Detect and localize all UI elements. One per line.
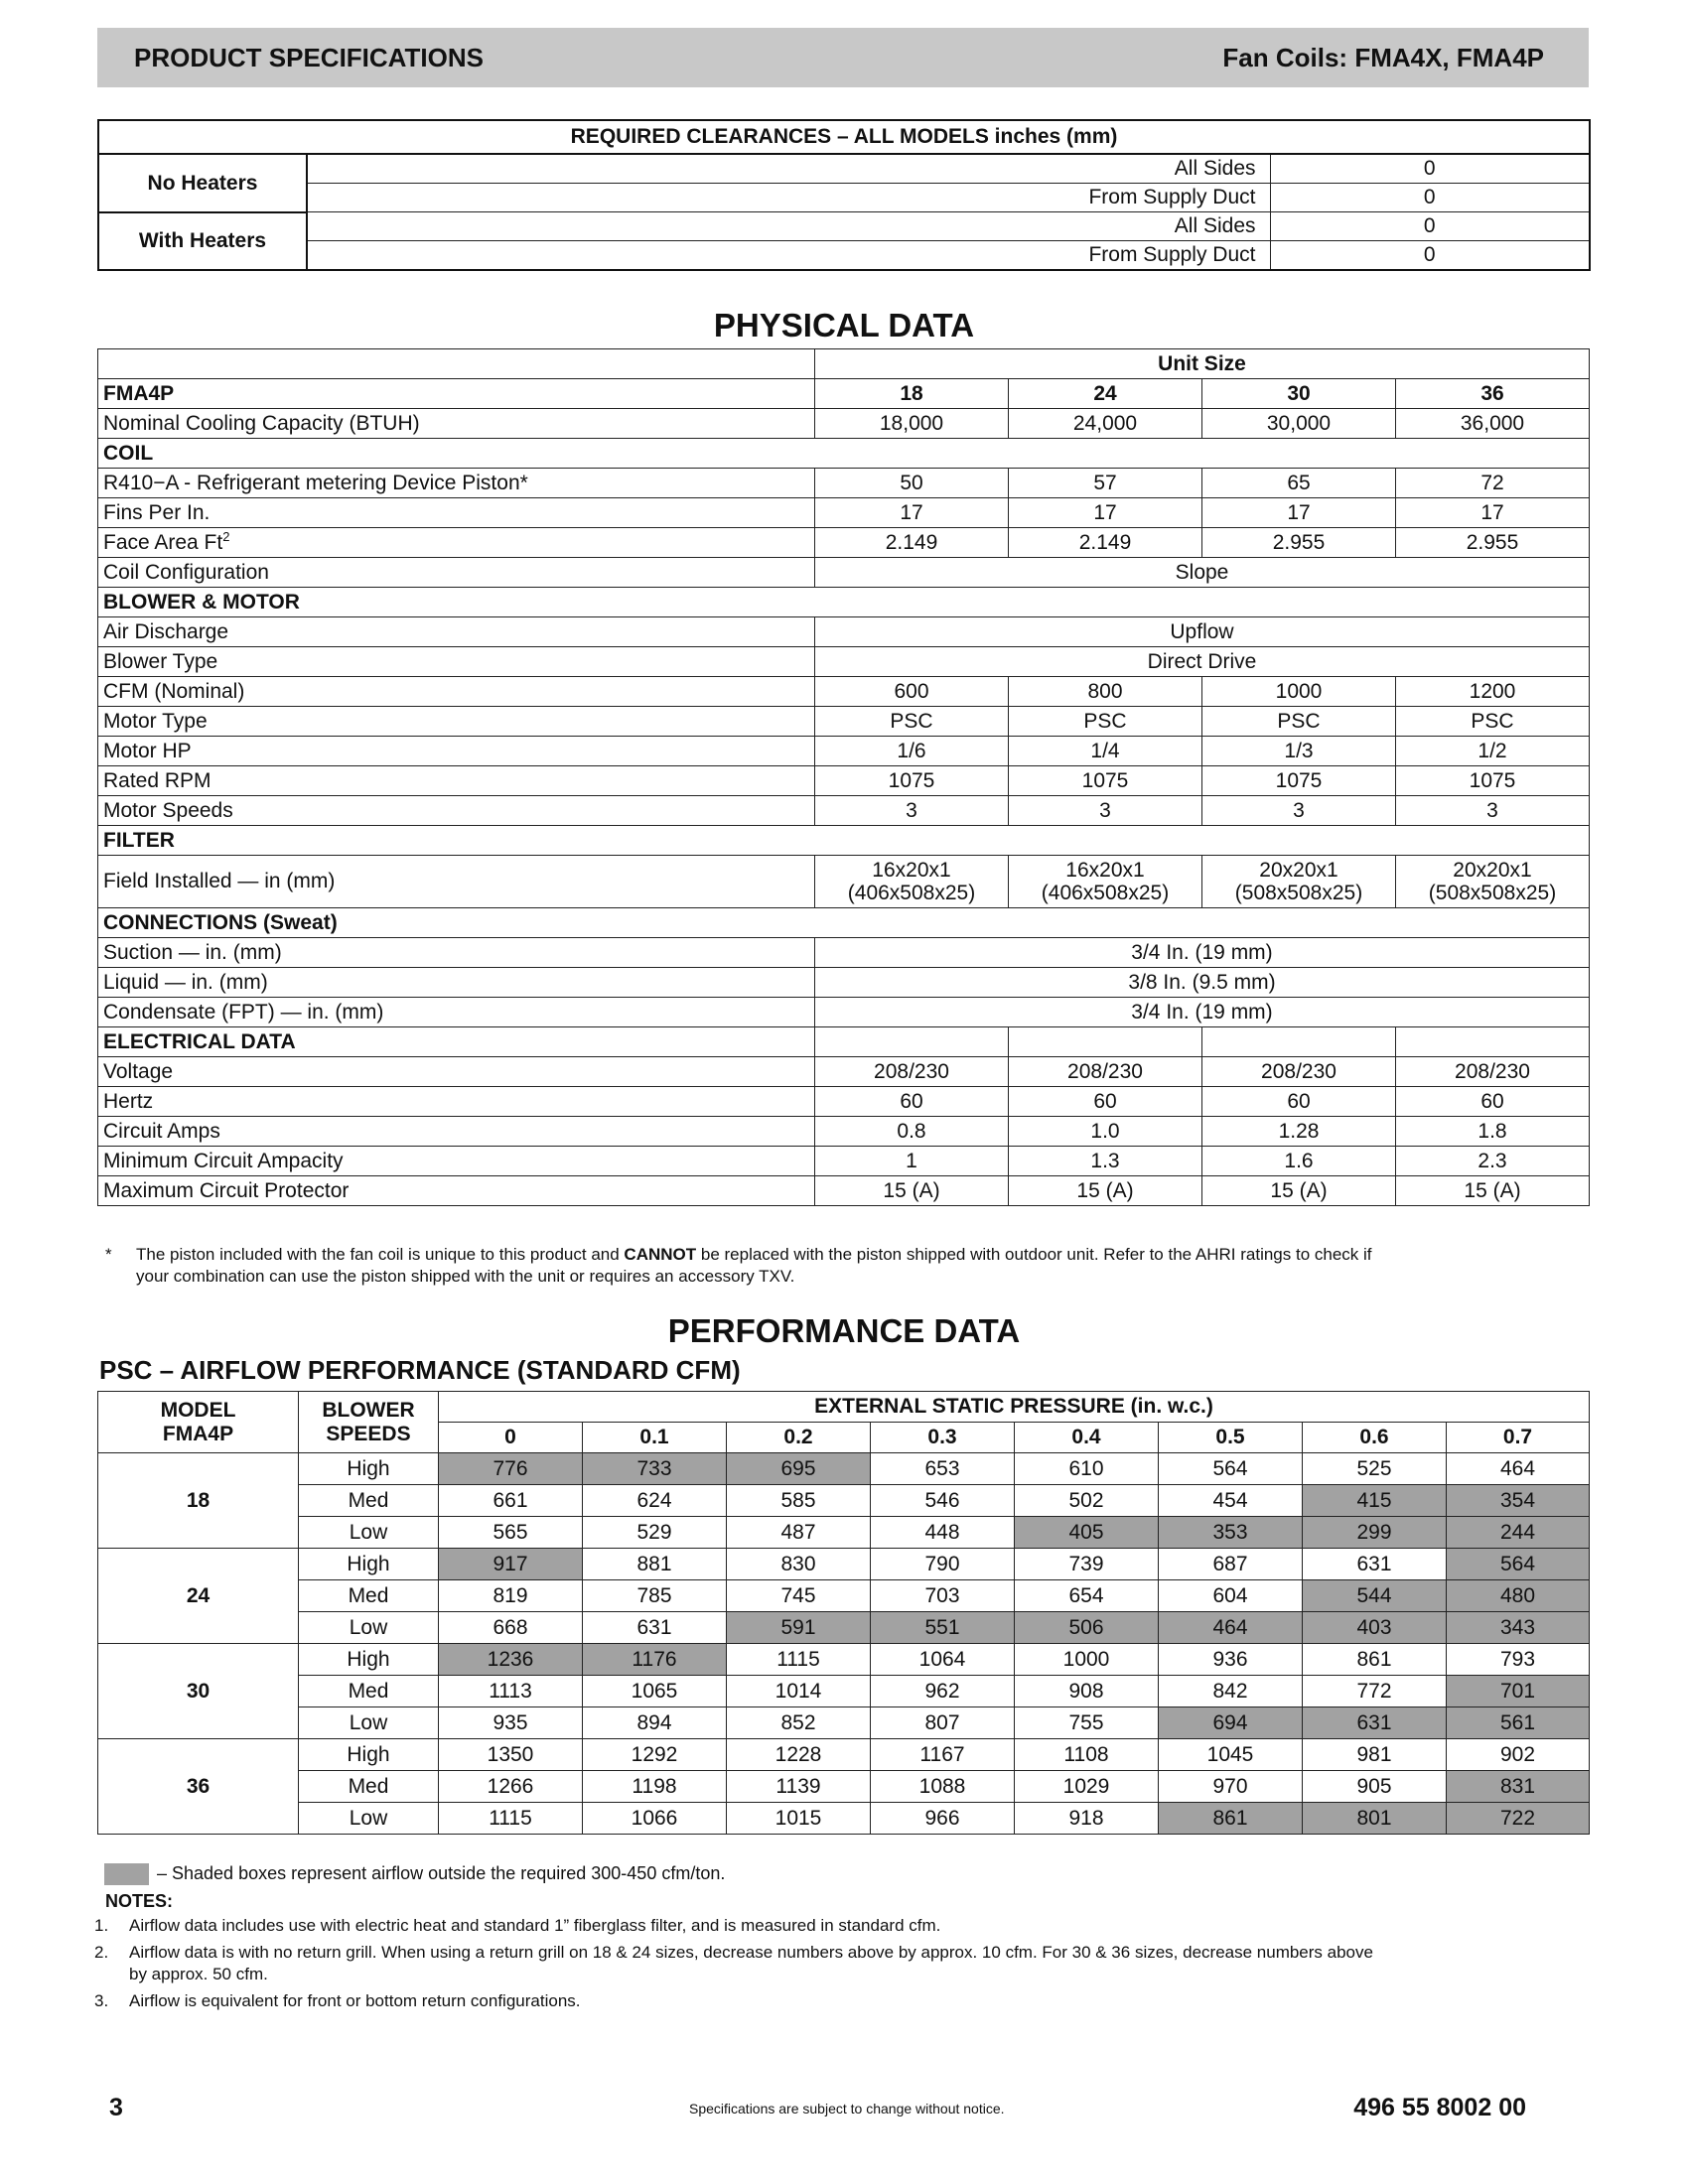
table-row [98,1549,1590,1580]
model-size-cell: 36 [98,1739,299,1835]
airflow-cell: 244 [1447,1517,1590,1549]
row-label: Circuit Amps [98,1117,815,1147]
cell: 50 [815,469,1009,498]
row-label: Suction — in. (mm) [98,938,815,968]
airflow-cell: 1198 [583,1771,727,1803]
filter-size: 20x20x1 [1453,858,1532,882]
airflow-cell: 842 [1159,1676,1303,1707]
cell: 208/230 [1396,1057,1590,1087]
airflow-cell: 881 [583,1549,727,1580]
section-header: ELECTRICAL DATA [98,1027,815,1057]
model-header-line: MODEL [160,1399,236,1423]
pressure-header: 0.1 [583,1423,727,1453]
blower-speed-cell: Low [299,1803,439,1835]
cell: 24,000 [1009,409,1202,439]
model-header-line: FMA4P [162,1422,234,1445]
note-item [94,1942,1584,1985]
airflow-cell: 631 [1303,1707,1447,1739]
airflow-cell: 1066 [583,1803,727,1835]
cell: 0.8 [815,1117,1009,1147]
cell: 15 (A) [815,1176,1009,1206]
pressure-header: 0.5 [1159,1423,1303,1453]
cell: Slope [815,558,1590,588]
airflow-cell: 694 [1159,1707,1303,1739]
size-header: 18 [815,379,1009,409]
cell: 60 [1009,1087,1202,1117]
airflow-cell: 343 [1447,1612,1590,1644]
pressure-header: 0.3 [871,1423,1015,1453]
footnote-text: be replaced with the piston shipped with outdoor unit. Refer to the AHRI ratings to check if [696,1245,1372,1264]
cell: 2.149 [815,528,1009,558]
row-label [98,528,815,558]
filter-size: 16x20x1 [872,858,951,882]
airflow-cell: 1045 [1159,1739,1303,1771]
legend-text: – Shaded boxes represent airflow outside the required 300-450 cfm/ton. [157,1863,726,1883]
cell: 2.149 [1009,528,1202,558]
blower-speed-cell: Med [299,1580,439,1612]
note-item [94,1915,1584,1937]
airflow-cell: 464 [1159,1612,1303,1644]
airflow-cell: 561 [1447,1707,1590,1739]
pressure-header: 0 [439,1423,583,1453]
note-item [94,1990,1584,2012]
filter-size: 16x20x1 [1065,858,1145,882]
airflow-cell: 546 [871,1485,1015,1517]
table-row [98,1485,1590,1517]
footnote-line2: your combination can use the piston shipped with the unit or requires an accessory TXV. [136,1267,795,1286]
size-header: 24 [1009,379,1202,409]
blower-speed-cell: High [299,1453,439,1485]
airflow-cell: 564 [1159,1453,1303,1485]
airflow-cell: 591 [727,1612,871,1644]
airflow-cell: 565 [439,1517,583,1549]
airflow-cell: 1176 [583,1644,727,1676]
note-text: Airflow is equivalent for front or bottom return configurations. [129,1991,581,2010]
airflow-cell: 722 [1447,1803,1590,1835]
table-row [98,1771,1590,1803]
note-text: Airflow data is with no return grill. When using a return grill on 18 & 24 sizes, decrease numbers above by approx. 10 cfm. For 30 & 36 sizes, decrease numbers above [129,1943,1373,1962]
row-label: Hertz [98,1087,815,1117]
airflow-cell: 981 [1303,1739,1447,1771]
cell: 1.28 [1202,1117,1396,1147]
row-label: Minimum Circuit Ampacity [98,1147,815,1176]
airflow-cell: 405 [1015,1517,1159,1549]
cell: 72 [1396,469,1590,498]
cell: PSC [815,707,1009,737]
airflow-cell: 353 [1159,1517,1303,1549]
cell: 15 (A) [1202,1176,1396,1206]
filter-mm: (406x508x25) [847,882,976,904]
cell: Upflow [815,617,1590,647]
clearance-group-label: No Heaters [98,154,307,212]
cell: 1/2 [1396,737,1590,766]
airflow-cell: 403 [1303,1612,1447,1644]
cell: 1000 [1202,677,1396,707]
table-row [98,1644,1590,1676]
row-label: Coil Configuration [98,558,815,588]
cell: Direct Drive [815,647,1590,677]
airflow-cell: 819 [439,1580,583,1612]
footnote-mark: * [105,1245,112,1264]
airflow-cell: 604 [1159,1580,1303,1612]
airflow-cell: 1139 [727,1771,871,1803]
airflow-cell: 908 [1015,1676,1159,1707]
airflow-cell: 1000 [1015,1644,1159,1676]
cell: 3 [1009,796,1202,826]
cell: PSC [1202,707,1396,737]
cell: 1.0 [1009,1117,1202,1147]
pressure-header: 0.7 [1447,1423,1590,1453]
cell: 1.6 [1202,1147,1396,1176]
blower-speed-cell: High [299,1549,439,1580]
table-row [98,1580,1590,1612]
airflow-cell: 525 [1303,1453,1447,1485]
blower-speed-cell: Med [299,1676,439,1707]
speed-header [299,1392,439,1453]
blower-speed-cell: Low [299,1517,439,1549]
airflow-cell: 894 [583,1707,727,1739]
row-label: Fins Per In. [98,498,815,528]
row-label: Condensate (FPT) — in. (mm) [98,998,815,1027]
airflow-cell: 1088 [871,1771,1015,1803]
cell: 1/6 [815,737,1009,766]
airflow-cell: 1108 [1015,1739,1159,1771]
model-size-cell: 18 [98,1453,299,1549]
airflow-cell: 1115 [439,1803,583,1835]
cell: 208/230 [1202,1057,1396,1087]
filter-mm: (508x508x25) [1428,882,1557,904]
blower-speed-cell: High [299,1644,439,1676]
airflow-cell: 480 [1447,1580,1590,1612]
cell: 15 (A) [1009,1176,1202,1206]
airflow-cell: 1236 [439,1644,583,1676]
airflow-cell: 936 [1159,1644,1303,1676]
header-title: PRODUCT SPECIFICATIONS [134,43,484,72]
cell: 1/4 [1009,737,1202,766]
section-header: COIL [98,439,1590,469]
cell: 800 [1009,677,1202,707]
physical-data-table [97,348,1590,1206]
airflow-cell: 861 [1303,1644,1447,1676]
performance-data-title: PERFORMANCE DATA [667,1312,1021,1349]
model-size-cell: 24 [98,1549,299,1644]
airflow-cell: 687 [1159,1549,1303,1580]
cell: 600 [815,677,1009,707]
airflow-cell: 1350 [439,1739,583,1771]
airflow-cell: 668 [439,1612,583,1644]
cell: 1075 [1396,766,1590,796]
cell: 60 [1396,1087,1590,1117]
airflow-cell: 354 [1447,1485,1590,1517]
size-header: 30 [1202,379,1396,409]
note-text: Airflow data includes use with electric heat and standard 1” fiberglass filter, and is measured in standard cfm. [129,1916,941,1935]
table-row [98,1707,1590,1739]
footnote [136,1244,1586,1288]
airflow-cell: 703 [871,1580,1015,1612]
clearance-group-label: With Heaters [98,212,307,271]
airflow-cell: 454 [1159,1485,1303,1517]
cell: 17 [815,498,1009,528]
cell: 1.3 [1009,1147,1202,1176]
airflow-cell: 772 [1303,1676,1447,1707]
section-header: BLOWER & MOTOR [98,588,1590,617]
page-number: 3 [109,2094,123,2121]
row-label: Rated RPM [98,766,815,796]
airflow-cell: 733 [583,1453,727,1485]
airflow-cell: 1228 [727,1739,871,1771]
blower-speed-cell: Low [299,1612,439,1644]
airflow-cell: 852 [727,1707,871,1739]
section-header: CONNECTIONS (Sweat) [98,908,1590,938]
table-row [98,1453,1590,1485]
row-label: Maximum Circuit Protector [98,1176,815,1206]
face-area-superscript: 2 [222,529,230,545]
airflow-cell: 905 [1303,1771,1447,1803]
cell: 208/230 [1009,1057,1202,1087]
clearance-row-label: From Supply Duct [307,184,1270,212]
clearance-row-label: All Sides [307,154,1270,184]
cell: 60 [1202,1087,1396,1117]
model-label: FMA4P [98,379,815,409]
airflow-cell: 661 [439,1485,583,1517]
face-area-label: Face Area Ft [103,531,223,555]
size-header: 36 [1396,379,1590,409]
speed-header-line: SPEEDS [326,1422,411,1445]
airflow-cell: 585 [727,1485,871,1517]
airflow-cell: 544 [1303,1580,1447,1612]
airflow-cell: 695 [727,1453,871,1485]
airflow-cell: 701 [1447,1676,1590,1707]
airflow-cell: 962 [871,1676,1015,1707]
table-row [98,1739,1590,1771]
cell: 1 [815,1147,1009,1176]
cell: 2.955 [1202,528,1396,558]
cell: 65 [1202,469,1396,498]
header-bar [97,28,1589,87]
cell: 18,000 [815,409,1009,439]
notes-list [94,1915,1584,2012]
cell: 17 [1202,498,1396,528]
airflow-cell: 1029 [1015,1771,1159,1803]
pressure-header: 0.6 [1303,1423,1447,1453]
airflow-cell: 653 [871,1453,1015,1485]
cell: 17 [1396,498,1590,528]
airflow-cell: 745 [727,1580,871,1612]
airflow-cell: 448 [871,1517,1015,1549]
airflow-cell: 801 [1303,1803,1447,1835]
unit-size-header: Unit Size [815,349,1590,379]
cell: PSC [1009,707,1202,737]
row-label: Liquid — in. (mm) [98,968,815,998]
row-label: CFM (Nominal) [98,677,815,707]
blower-speed-cell: Med [299,1485,439,1517]
airflow-cell: 415 [1303,1485,1447,1517]
table-row [98,1517,1590,1549]
airflow-cell: 793 [1447,1644,1590,1676]
airflow-cell: 631 [583,1612,727,1644]
cell: 30,000 [1202,409,1396,439]
cell: 1075 [815,766,1009,796]
esp-header: EXTERNAL STATIC PRESSURE (in. w.c.) [439,1392,1590,1423]
cell: 1075 [1202,766,1396,796]
airflow-cell: 830 [727,1549,871,1580]
clearance-row-value: 0 [1270,241,1590,271]
blower-speed-cell: Med [299,1771,439,1803]
row-label: Motor HP [98,737,815,766]
clearance-row-value: 0 [1270,212,1590,241]
filter-mm: (406x508x25) [1041,882,1170,904]
clearances-table [97,119,1591,271]
row-label: Field Installed — in (mm) [98,856,815,908]
footer-disclaimer: Specifications are subject to change without notice. [689,2101,1005,2116]
airflow-cell: 790 [871,1549,1015,1580]
cell: 15 (A) [1396,1176,1590,1206]
airflow-cell: 564 [1447,1549,1590,1580]
airflow-cell: 487 [727,1517,871,1549]
airflow-cell: 902 [1447,1739,1590,1771]
airflow-cell: 970 [1159,1771,1303,1803]
airflow-cell: 739 [1015,1549,1159,1580]
pressure-header: 0.2 [727,1423,871,1453]
cell: 36,000 [1396,409,1590,439]
footnote-text: The piston included with the fan coil is unique to this product and [136,1245,625,1264]
cell [1009,856,1202,908]
note-text-cont: by approx. 50 cfm. [129,1965,268,1983]
airflow-cell: 1014 [727,1676,871,1707]
airflow-cell: 918 [1015,1803,1159,1835]
physical-data-title: PHYSICAL DATA [713,307,975,343]
airflow-cell: 610 [1015,1453,1159,1485]
performance-subtitle: PSC – AIRFLOW PERFORMANCE (STANDARD CFM) [99,1355,741,1385]
airflow-cell: 654 [1015,1580,1159,1612]
cell: 17 [1009,498,1202,528]
airflow-cell: 755 [1015,1707,1159,1739]
table-row [98,1803,1590,1835]
note-number: 1. [94,1916,109,1935]
cell: 1200 [1396,677,1590,707]
blower-speed-cell: High [299,1739,439,1771]
header-product: Fan Coils: FMA4X, FMA4P [1222,43,1544,72]
row-label: Blower Type [98,647,815,677]
cell: 1.8 [1396,1117,1590,1147]
pressure-header: 0.4 [1015,1423,1159,1453]
cell: 2.3 [1396,1147,1590,1176]
cell: 3/4 In. (19 mm) [815,938,1590,968]
row-label: Motor Type [98,707,815,737]
cell [815,856,1009,908]
airflow-cell: 1266 [439,1771,583,1803]
row-label: Air Discharge [98,617,815,647]
cell [1396,856,1590,908]
cell [1202,856,1396,908]
airflow-cell: 917 [439,1549,583,1580]
airflow-cell: 935 [439,1707,583,1739]
airflow-cell: 1113 [439,1676,583,1707]
cell: 60 [815,1087,1009,1117]
clearances-title: REQUIRED CLEARANCES – ALL MODELS inches (mm) [98,120,1590,154]
airflow-cell: 831 [1447,1771,1590,1803]
airflow-cell: 776 [439,1453,583,1485]
note-number: 2. [94,1943,109,1962]
speed-header-line: BLOWER [322,1399,415,1423]
model-header [98,1392,299,1453]
airflow-cell: 1015 [727,1803,871,1835]
cell: 1/3 [1202,737,1396,766]
cell: 3 [815,796,1009,826]
airflow-cell: 807 [871,1707,1015,1739]
airflow-cell: 1292 [583,1739,727,1771]
section-header: FILTER [98,826,1590,856]
footnote-bold: CANNOT [624,1245,697,1264]
row-label: Voltage [98,1057,815,1087]
cell: 3 [1396,796,1590,826]
model-size-cell: 30 [98,1644,299,1739]
cell: 3 [1202,796,1396,826]
airflow-cell: 785 [583,1580,727,1612]
airflow-cell: 624 [583,1485,727,1517]
airflow-cell: 1065 [583,1676,727,1707]
airflow-table [97,1391,1590,1835]
airflow-cell: 966 [871,1803,1015,1835]
cell: 1075 [1009,766,1202,796]
airflow-cell: 529 [583,1517,727,1549]
airflow-cell: 299 [1303,1517,1447,1549]
filter-mm: (508x508x25) [1234,882,1363,904]
airflow-cell: 464 [1447,1453,1590,1485]
row-label: R410−A - Refrigerant metering Device Piston* [98,469,815,498]
clearance-row-label: From Supply Duct [307,241,1270,271]
cell: 208/230 [815,1057,1009,1087]
clearance-row-value: 0 [1270,154,1590,184]
airflow-cell: 1064 [871,1644,1015,1676]
airflow-cell: 1167 [871,1739,1015,1771]
row-label: Motor Speeds [98,796,815,826]
cell: 3/4 In. (19 mm) [815,998,1590,1027]
row-label: Nominal Cooling Capacity (BTUH) [98,409,815,439]
clearance-row-value: 0 [1270,184,1590,212]
clearance-row-label: All Sides [307,212,1270,241]
shaded-legend-swatch [104,1863,149,1885]
blower-speed-cell: Low [299,1707,439,1739]
airflow-cell: 502 [1015,1485,1159,1517]
document-number: 496 55 8002 00 [1353,2094,1526,2121]
airflow-cell: 861 [1159,1803,1303,1835]
table-row [98,1676,1590,1707]
cell: 3/8 In. (9.5 mm) [815,968,1590,998]
cell: 57 [1009,469,1202,498]
airflow-cell: 1115 [727,1644,871,1676]
airflow-cell: 551 [871,1612,1015,1644]
table-row [98,1612,1590,1644]
cell: PSC [1396,707,1590,737]
filter-size: 20x20x1 [1259,858,1338,882]
cell: 2.955 [1396,528,1590,558]
notes-title: NOTES: [105,1891,174,1911]
note-number: 3. [94,1991,109,2010]
airflow-cell: 631 [1303,1549,1447,1580]
airflow-cell: 506 [1015,1612,1159,1644]
